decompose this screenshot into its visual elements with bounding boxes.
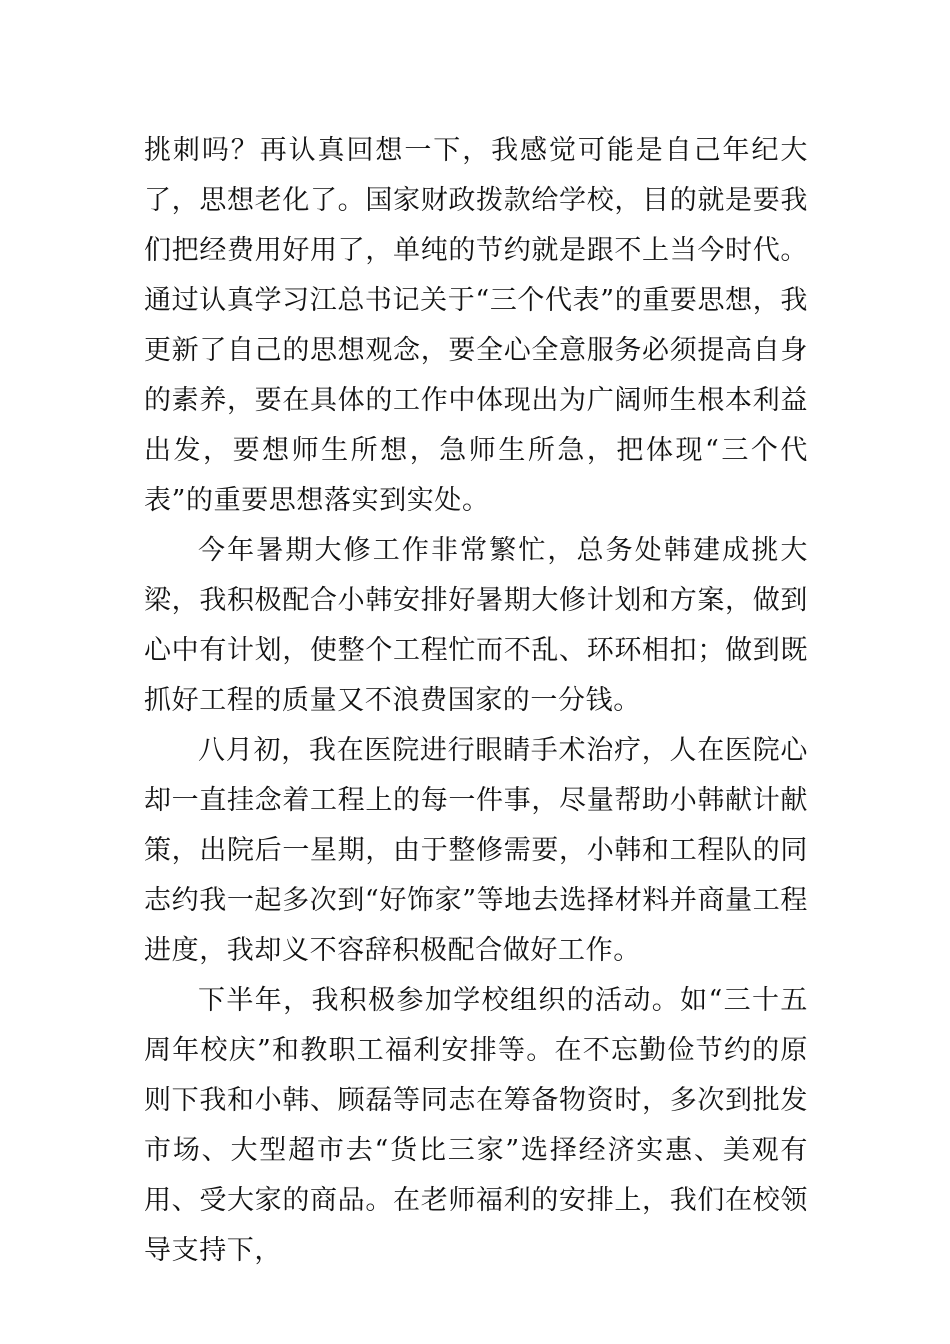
paragraph-1: 挑刺吗？再认真回想一下，我感觉可能是自己年纪大了，思想老化了。国家财政拨款给学校，目的就是要我们把经费用好用了，单纯的节约就是跟不上当今时代。通过认真学习江总书记关于“三个代表”的重要思想，我更新了自己的思想观念，要全心全意服务必须提高自身的素养，要在具体的工作中体现出为广阔师生根本利益出发，要想师生所想，急师生所急，把体现“三个代表”的重要思想落实到实处。	[144, 135, 808, 516]
paragraph-3: 八月初，我在医院进行眼睛手术治疗，人在医院心却一直挂念着工程上的每一件事，尽量帮助小韩献计献策，出院后一星期，由于整修需要，小韩和工程队的同志约我一起多次到“好饰家”等地去选择材料并商量工程进度，我却义不容辞积极配合做好工作。	[144, 735, 808, 966]
paragraph-2: 今年暑期大修工作非常繁忙，总务处韩建成挑大梁，我积极配合小韩安排好暑期大修计划和方案，做到心中有计划，使整个工程忙而不乱、环环相扣；做到既抓好工程的质量又不浪费国家的一分钱。	[144, 535, 808, 716]
document-body	[144, 126, 808, 1276]
paragraph-4: 下半年，我积极参加学校组织的活动。如“三十五周年校庆”和教职工福利安排等。在不忘勤俭节约的原则下我和小韩、顾磊等同志在筹备物资时，多次到批发市场、大型超市去“货比三家”选择经济实惠、美观有用、受大家的商品。在老师福利的安排上，我们在校领导支持下，	[144, 985, 808, 1266]
